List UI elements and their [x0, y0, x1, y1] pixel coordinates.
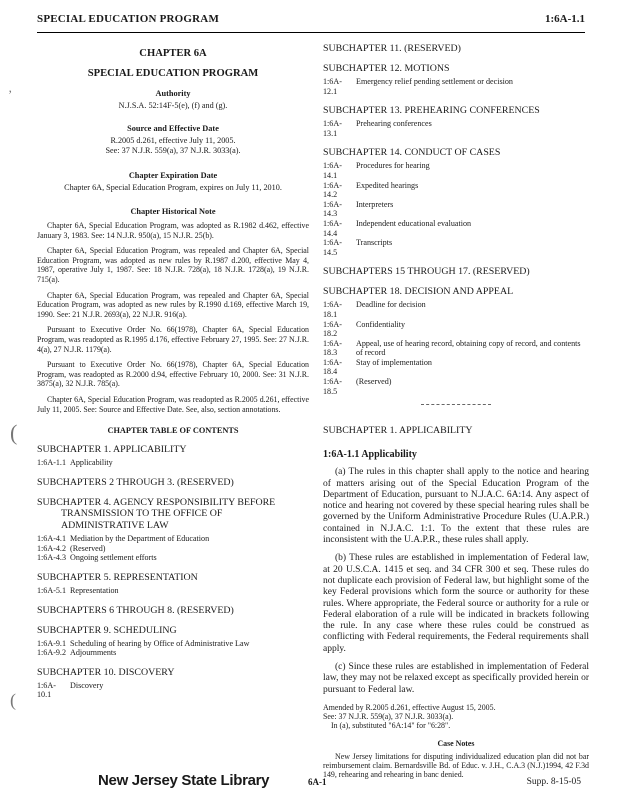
expiration-heading: Chapter Expiration Date	[128, 171, 218, 180]
toc-section-number: 1:6A-14.4	[323, 218, 342, 238]
toc-subchapter	[37, 625, 309, 658]
toc-entry	[323, 339, 589, 358]
toc-entry	[323, 181, 589, 200]
toc-section-number: 1:6A-1.1	[37, 458, 66, 468]
toc-entry	[323, 119, 589, 138]
toc-section-number: 1:6A-18.2	[323, 319, 342, 339]
authority-heading: Authority	[155, 89, 191, 98]
toc-section-title: Transcripts	[356, 238, 393, 248]
rule-paragraph: (b) These rules are established in implementation of Federal law, at 20 U.S.C.A. 1415 et seq. and 34 CFR 300 et seq. These rules do not duplicate each provision of Federal law, but highlight some of the key Federal provisions which form the source or authority for these rules. Where appropriate, the Federal source or authority for a rule or Federal elaboration of a rule will be indicated in brackets following the rule. In any case where these rules could be construed as conflicting with Federal requirements, the Federal requirements shall apply.	[323, 553, 589, 654]
page-footer	[0, 774, 618, 794]
toc-section-title: Expedited hearings	[356, 180, 419, 190]
toc-section-number: 1:6A-10.1	[37, 680, 56, 700]
toc-section-number: 1:6A-5.1	[37, 585, 66, 595]
toc-section-number: 1:6A-13.1	[323, 119, 342, 138]
running-header	[37, 10, 585, 33]
toc-section-title: Representation	[70, 585, 119, 595]
toc-section-number: 1:6A-14.1	[323, 161, 342, 180]
toc-entry	[323, 300, 589, 319]
amendment-note: In (a), substituted "6A:14" for "6:28".	[331, 721, 451, 731]
binding-hole-mark: (	[10, 690, 16, 710]
toc-section-title: Emergency relief pending settlement or decision	[356, 77, 513, 86]
toc-subchapter-title: SUBCHAPTER 5. REPRESENTATION	[37, 571, 198, 583]
toc-subchapter-title: SUBCHAPTERS 6 THROUGH 8. (RESERVED)	[37, 604, 234, 616]
toc-section-title: Applicability	[70, 458, 113, 468]
toc-entry	[37, 681, 309, 700]
toc-section-title: Mediation by the Department of Education	[70, 534, 210, 544]
page-number: 6A-1	[308, 777, 327, 787]
toc-section-number: 1:6A-12.1	[323, 77, 342, 96]
toc-subchapter-title-line3: ADMINISTRATIVE LAW	[61, 519, 169, 531]
toc-section-title: Stay of implementation	[356, 357, 432, 367]
toc-section-title: (Reserved)	[356, 377, 392, 387]
history-note: Pursuant to Executive Order No. 66(1978), Chapter 6A, Special Education Program, was readopted as R.1995 d.176, effective February 27, 1995. See: 27 N.J.R. 4(a), 27 N.J.R. 1179(a).	[37, 325, 309, 354]
library-stamp: New Jersey State Library	[98, 772, 270, 789]
toc-subchapter-title: SUBCHAPTER 9. SCHEDULING	[37, 624, 177, 636]
toc-subchapter	[37, 667, 309, 700]
rule-title: 1:6A-1.1 Applicability	[323, 449, 417, 461]
binding-hole-mark: (	[10, 420, 18, 445]
rule-paragraph: (c) Since these rules are established in implementation of Federal law, they may not be relaxed except as specifically provided herein or pursuant to Federal law.	[323, 662, 589, 695]
right-column	[323, 43, 589, 780]
toc-section-number: 1:6A-4.2	[37, 543, 66, 553]
toc-subchapter-title: SUBCHAPTER 1. APPLICABILITY	[37, 444, 187, 456]
toc-section-title: Independent educational evaluation	[356, 218, 472, 228]
toc-section-title: Procedures for hearing	[356, 161, 430, 171]
toc-section-title: Interpreters	[356, 199, 394, 209]
history-note: Pursuant to Executive Order No. 66(1978), Chapter 6A, Special Education Program, was readopted as R.2000 d.94, effective February 10, 2000. See: 31 N.J.R. 3875(a), 32 N.J.R. 785(a).	[37, 360, 309, 389]
toc-entry	[323, 161, 589, 180]
case-notes-heading: Case Notes	[437, 738, 475, 748]
toc-section-title: Scheduling of hearing by Office of Administrative Law	[70, 638, 250, 648]
toc-subchapter	[37, 497, 309, 563]
history-note: Chapter 6A, Special Education Program, was adopted as R.1982 d.462, effective January 3, 1983. See: 14 N.J.R. 950(a), 15 N.J.R. 25(b).	[37, 221, 309, 240]
toc-entry	[323, 200, 589, 219]
toc-subchapter-title: SUBCHAPTERS 15 THROUGH 17. (RESERVED)	[323, 266, 530, 278]
toc-subchapter	[37, 444, 309, 468]
toc-entry	[323, 238, 589, 257]
toc-subchapter-title: SUBCHAPTER 18. DECISION AND APPEAL	[323, 286, 514, 298]
toc-subchapter	[37, 572, 309, 596]
margin-mark: ‚	[8, 80, 13, 95]
left-column	[37, 48, 309, 700]
toc-section-number: 1:6A-18.4	[323, 357, 342, 377]
chapter-number: CHAPTER 6A	[139, 48, 207, 59]
history-note: Chapter 6A, Special Education Program, was repealed and Chapter 6A, Special Education Program, was adopted as new rules by R.1990 d.169, effective March 19, 1990. See: 21 N.J.R. 2693(a), 22 N.J.R. 916(a).	[37, 290, 309, 319]
toc-subchapter	[37, 605, 309, 616]
toc-entry	[323, 377, 589, 396]
amendment-note: Amended by R.2005 d.261, effective August 15, 2005.	[323, 702, 496, 712]
history-heading: Chapter Historical Note	[130, 207, 216, 216]
toc-subchapter-title: SUBCHAPTER 10. DISCOVERY	[37, 666, 175, 678]
toc-section-number: 1:6A-9.1	[37, 638, 66, 648]
toc-section-number: 1:6A-14.2	[323, 180, 342, 200]
toc-subchapter	[37, 477, 309, 488]
amendment-note: See: 37 N.J.R. 559(a), 37 N.J.R. 3033(a).	[323, 712, 454, 722]
toc-section-title: Prehearing conferences	[356, 119, 432, 129]
toc-section-title: Ongoing settlement efforts	[70, 553, 157, 563]
toc-entry	[37, 534, 309, 544]
subchapter-heading: SUBCHAPTER 1. APPLICABILITY	[323, 425, 473, 437]
toc-subchapter-title: SUBCHAPTER 14. CONDUCT OF CASES	[323, 147, 501, 159]
source-line-1: R.2005 d.261, effective July 11, 2005.	[110, 136, 236, 145]
toc-entry	[37, 458, 309, 468]
toc-section-title: Deadline for decision	[356, 300, 426, 310]
toc-section-title: Confidentiality	[356, 319, 406, 329]
toc-section-number: 1:6A-14.3	[323, 199, 342, 219]
toc-subchapter-title: SUBCHAPTERS 2 THROUGH 3. (RESERVED)	[37, 476, 234, 488]
supplement-date: Supp. 8-15-05	[526, 777, 581, 787]
section-divider	[421, 404, 491, 405]
toc-entry	[323, 77, 589, 96]
toc-section-number: 1:6A-18.5	[323, 377, 342, 396]
toc-section-number: 1:6A-4.1	[37, 534, 66, 544]
toc-entry	[323, 358, 589, 377]
toc-section-number: 1:6A-14.5	[323, 238, 342, 257]
toc-heading: CHAPTER TABLE OF CONTENTS	[107, 426, 239, 436]
toc-section-title: (Reserved)	[70, 543, 106, 553]
toc-entry	[37, 544, 309, 554]
toc-entry	[323, 219, 589, 238]
source-heading: Source and Effective Date	[127, 124, 219, 133]
toc-subchapter-title: SUBCHAPTER 11. (RESERVED)	[323, 43, 461, 54]
toc-section-number: 1:6A-9.2	[37, 648, 66, 658]
toc-entry	[37, 639, 309, 649]
header-section: 1:6A-1.1	[544, 13, 585, 25]
toc-section-title: Appeal, use of hearing record, obtaining copy of record, and contents of record	[356, 338, 581, 358]
history-note: Chapter 6A, Special Education Program, was readopted as R.2005 d.261, effective July 11, 2005. See: Source and Effective Date. See, also, section annotations.	[37, 394, 309, 414]
toc-entry	[323, 320, 589, 339]
header-title: SPECIAL EDUCATION PROGRAM	[37, 13, 220, 25]
chapter-title: SPECIAL EDUCATION PROGRAM	[87, 68, 259, 79]
toc-entry	[37, 553, 309, 563]
toc-subchapter-title: SUBCHAPTER 12. MOTIONS	[323, 63, 450, 74]
toc-section-number: 1:6A-18.1	[323, 300, 342, 319]
case-note: New Jersey limitations for disputing individualized education plan did not bar reimbursement claim. Bernardsville Bd. of Educ. v. J.H., C.A.3 (N.J.)1994, 42 F.3d 149, rehearing and rehearing in banc denied.	[323, 751, 589, 780]
toc-section-number: 1:6A-4.3	[37, 553, 66, 563]
toc-entry	[37, 648, 309, 658]
toc-entry	[37, 586, 309, 596]
toc-section-number: 1:6A-18.3	[323, 338, 342, 358]
rule-paragraph: (a) The rules in this chapter shall apply to the notice and hearing of matters arising out of the Special Education Program of the Department of Education, pursuant to N.J.A.C. 6A:14. Any aspect of notice and hearing not covered by these special hearing rules shall be governed by the Uniform Administrative Procedure Rules (U.A.P.R.) contained in N.J.A.C. 1:1. To the extent that these rules are inconsistent with the U.A.P.R., these rules shall apply.	[323, 467, 589, 546]
source-line-2: See: 37 N.J.R. 559(a), 37 N.J.R. 3033(a).	[105, 146, 241, 155]
toc-subchapter-title-line2: TRANSMISSION TO THE OFFICE OF	[61, 508, 223, 520]
expiration-text: Chapter 6A, Special Education Program, expires on July 11, 2010.	[64, 183, 282, 192]
toc-section-title: Discovery	[70, 680, 104, 690]
history-note: Chapter 6A, Special Education Program, was repealed and Chapter 6A, Special Education Program, was adopted as new rules by R.1987 d.200, effective May 4, 1987, operative July 1, 1987. See: 18 N.J.R. 728(a), 18 N.J.R. 1728(a), 19 N.J.R. 715(a).	[37, 246, 309, 284]
toc-subchapter-title: SUBCHAPTER 4. AGENCY RESPONSIBILITY BEFORE	[37, 496, 276, 508]
toc-section-title: Adjournments	[70, 648, 117, 658]
authority-text: N.J.S.A. 52:14F-5(e), (f) and (g).	[118, 101, 228, 110]
toc-subchapter-title: SUBCHAPTER 13. PREHEARING CONFERENCES	[323, 105, 540, 117]
